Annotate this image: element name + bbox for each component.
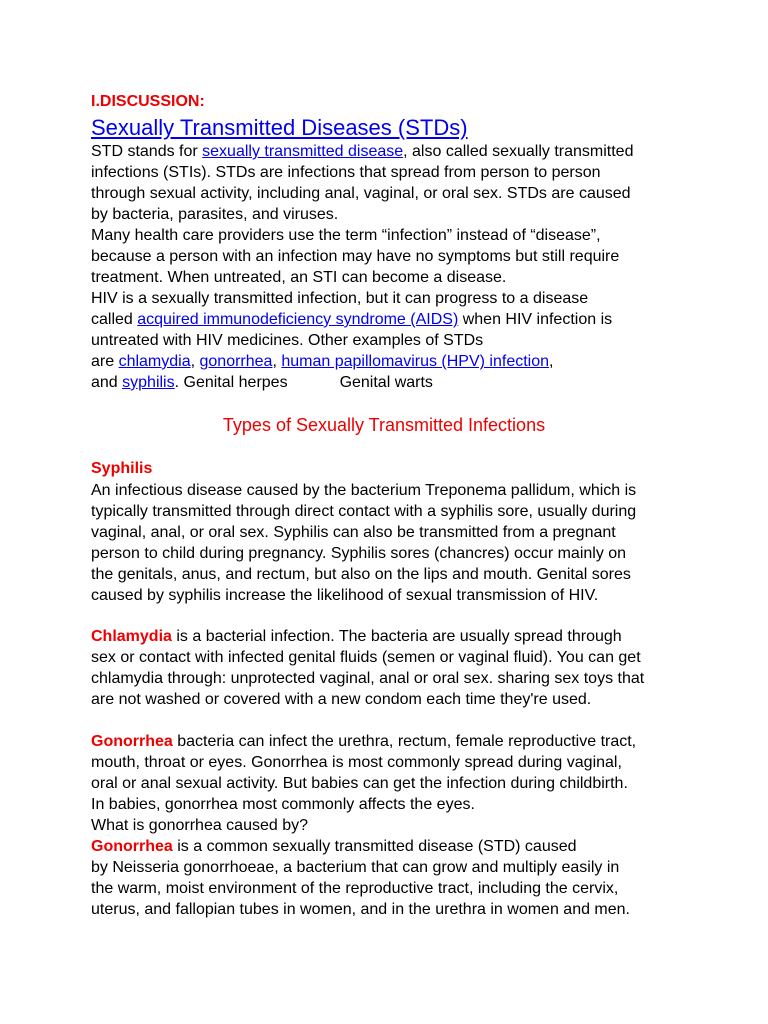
syphilis-line: person to child during pregnancy. Syphilis sores (chancres) occur mainly on bbox=[91, 545, 627, 562]
syphilis-line: the genitals, anus, and rectum, but also on the lips and mouth. Genital sores bbox=[91, 566, 631, 583]
intro-line: treatment. When untreated, an STI can become a disease. bbox=[91, 269, 507, 286]
gonorrhea-line: In babies, gonorrhea most commonly affects the eyes. bbox=[91, 796, 475, 813]
types-heading: Types of Sexually Transmitted Infections bbox=[222, 415, 546, 435]
syphilis-link[interactable]: syphilis bbox=[122, 374, 175, 391]
text-span: , bbox=[549, 353, 554, 370]
text-span: is a bacterial infection. The bacteria are usually spread through bbox=[171, 628, 622, 645]
std-link[interactable]: sexually transmitted disease bbox=[202, 143, 404, 160]
text-span: . Genital herpes bbox=[174, 374, 288, 391]
syphilis-line: typically transmitted through direct contact with a syphilis sore, usually during bbox=[91, 503, 637, 520]
intro-line: infections (STIs). STDs are infections that spread from person to person bbox=[91, 164, 601, 181]
text-span: STD stands for bbox=[91, 143, 203, 160]
chlamydia-line: sex or contact with infected genital fluids (semen or vaginal fluid). You can get bbox=[91, 649, 641, 666]
intro-line: untreated with HIV medicines. Other examples of STDs bbox=[91, 332, 484, 349]
chlamydia-line: are not washed or covered with a new condom each time they're used. bbox=[91, 691, 592, 708]
intro-line: Many health care providers use the term “infection” instead of “disease”, bbox=[91, 227, 601, 244]
gonorrhea-term-2: Gonorrhea bbox=[91, 838, 173, 855]
gonorrhea-line: oral or anal sexual activity. But babies can get the infection during childbirth. bbox=[91, 775, 628, 792]
gonorrhea-term: Gonorrhea bbox=[91, 733, 173, 750]
text-span: called bbox=[91, 311, 138, 328]
gonorrhea-line: mouth, throat or eyes. Gonorrhea is most commonly spread during vaginal, bbox=[91, 754, 622, 771]
intro-line bbox=[91, 310, 612, 331]
text-span: are bbox=[91, 353, 119, 370]
text-span: , also called sexually transmitted bbox=[403, 143, 634, 160]
text-span: Genital warts bbox=[339, 374, 433, 391]
text-span: , bbox=[272, 353, 282, 370]
intro-line: through sexual activity, including anal, vaginal, or oral sex. STDs are caused bbox=[91, 185, 631, 202]
chlamydia-term: Chlamydia bbox=[91, 628, 172, 645]
intro-line: because a person with an infection may have no symptoms but still require bbox=[91, 248, 620, 265]
intro-line bbox=[91, 352, 553, 373]
hpv-link[interactable]: human papillomavirus (HPV) infection bbox=[281, 353, 550, 370]
intro-line: by bacteria, parasites, and viruses. bbox=[91, 206, 339, 223]
text-span: when HIV infection is bbox=[458, 311, 613, 328]
chlamydia-link[interactable]: chlamydia bbox=[118, 353, 191, 370]
gonorrhea-question: What is gonorrhea caused by? bbox=[91, 817, 309, 834]
discussion-label: I.DISCUSSION: bbox=[91, 93, 205, 110]
gonorrhea-link[interactable]: gonorrhea bbox=[199, 353, 273, 370]
text-span: is a common sexually transmitted disease (STD) caused bbox=[172, 838, 577, 855]
title-link[interactable]: Sexually Transmitted Diseases (STDs) bbox=[91, 115, 468, 140]
aids-link[interactable]: acquired immunodeficiency syndrome (AIDS) bbox=[137, 311, 459, 328]
text-span: , bbox=[190, 353, 200, 370]
gonorrhea-line bbox=[91, 732, 636, 753]
syphilis-heading: Syphilis bbox=[91, 460, 153, 477]
gonorrhea-line: by Neisseria gonorrhoeae, a bacterium that can grow and multiply easily in bbox=[91, 859, 620, 876]
chlamydia-line bbox=[91, 627, 622, 648]
gonorrhea-line bbox=[91, 837, 577, 858]
gonorrhea-line: uterus, and fallopian tubes in women, and in the urethra in women and men. bbox=[91, 901, 630, 918]
text-span: bacteria can infect the urethra, rectum, female reproductive tract, bbox=[172, 733, 637, 750]
intro-line bbox=[91, 373, 433, 394]
syphilis-line: vaginal, anal, or oral sex. Syphilis can also be transmitted from a pregnant bbox=[91, 524, 616, 541]
syphilis-line: caused by syphilis increase the likelihood of sexual transmission of HIV. bbox=[91, 587, 599, 604]
gonorrhea-line: the warm, moist environment of the reproductive tract, including the cervix, bbox=[91, 880, 619, 897]
chlamydia-line: chlamydia through: unprotected vaginal, anal or oral sex. sharing sex toys that bbox=[91, 670, 645, 687]
syphilis-line: An infectious disease caused by the bacterium Treponema pallidum, which is bbox=[91, 482, 637, 499]
intro-line bbox=[91, 142, 633, 163]
text-span: and bbox=[91, 374, 123, 391]
intro-line: HIV is a sexually transmitted infection, but it can progress to a disease bbox=[91, 290, 589, 307]
